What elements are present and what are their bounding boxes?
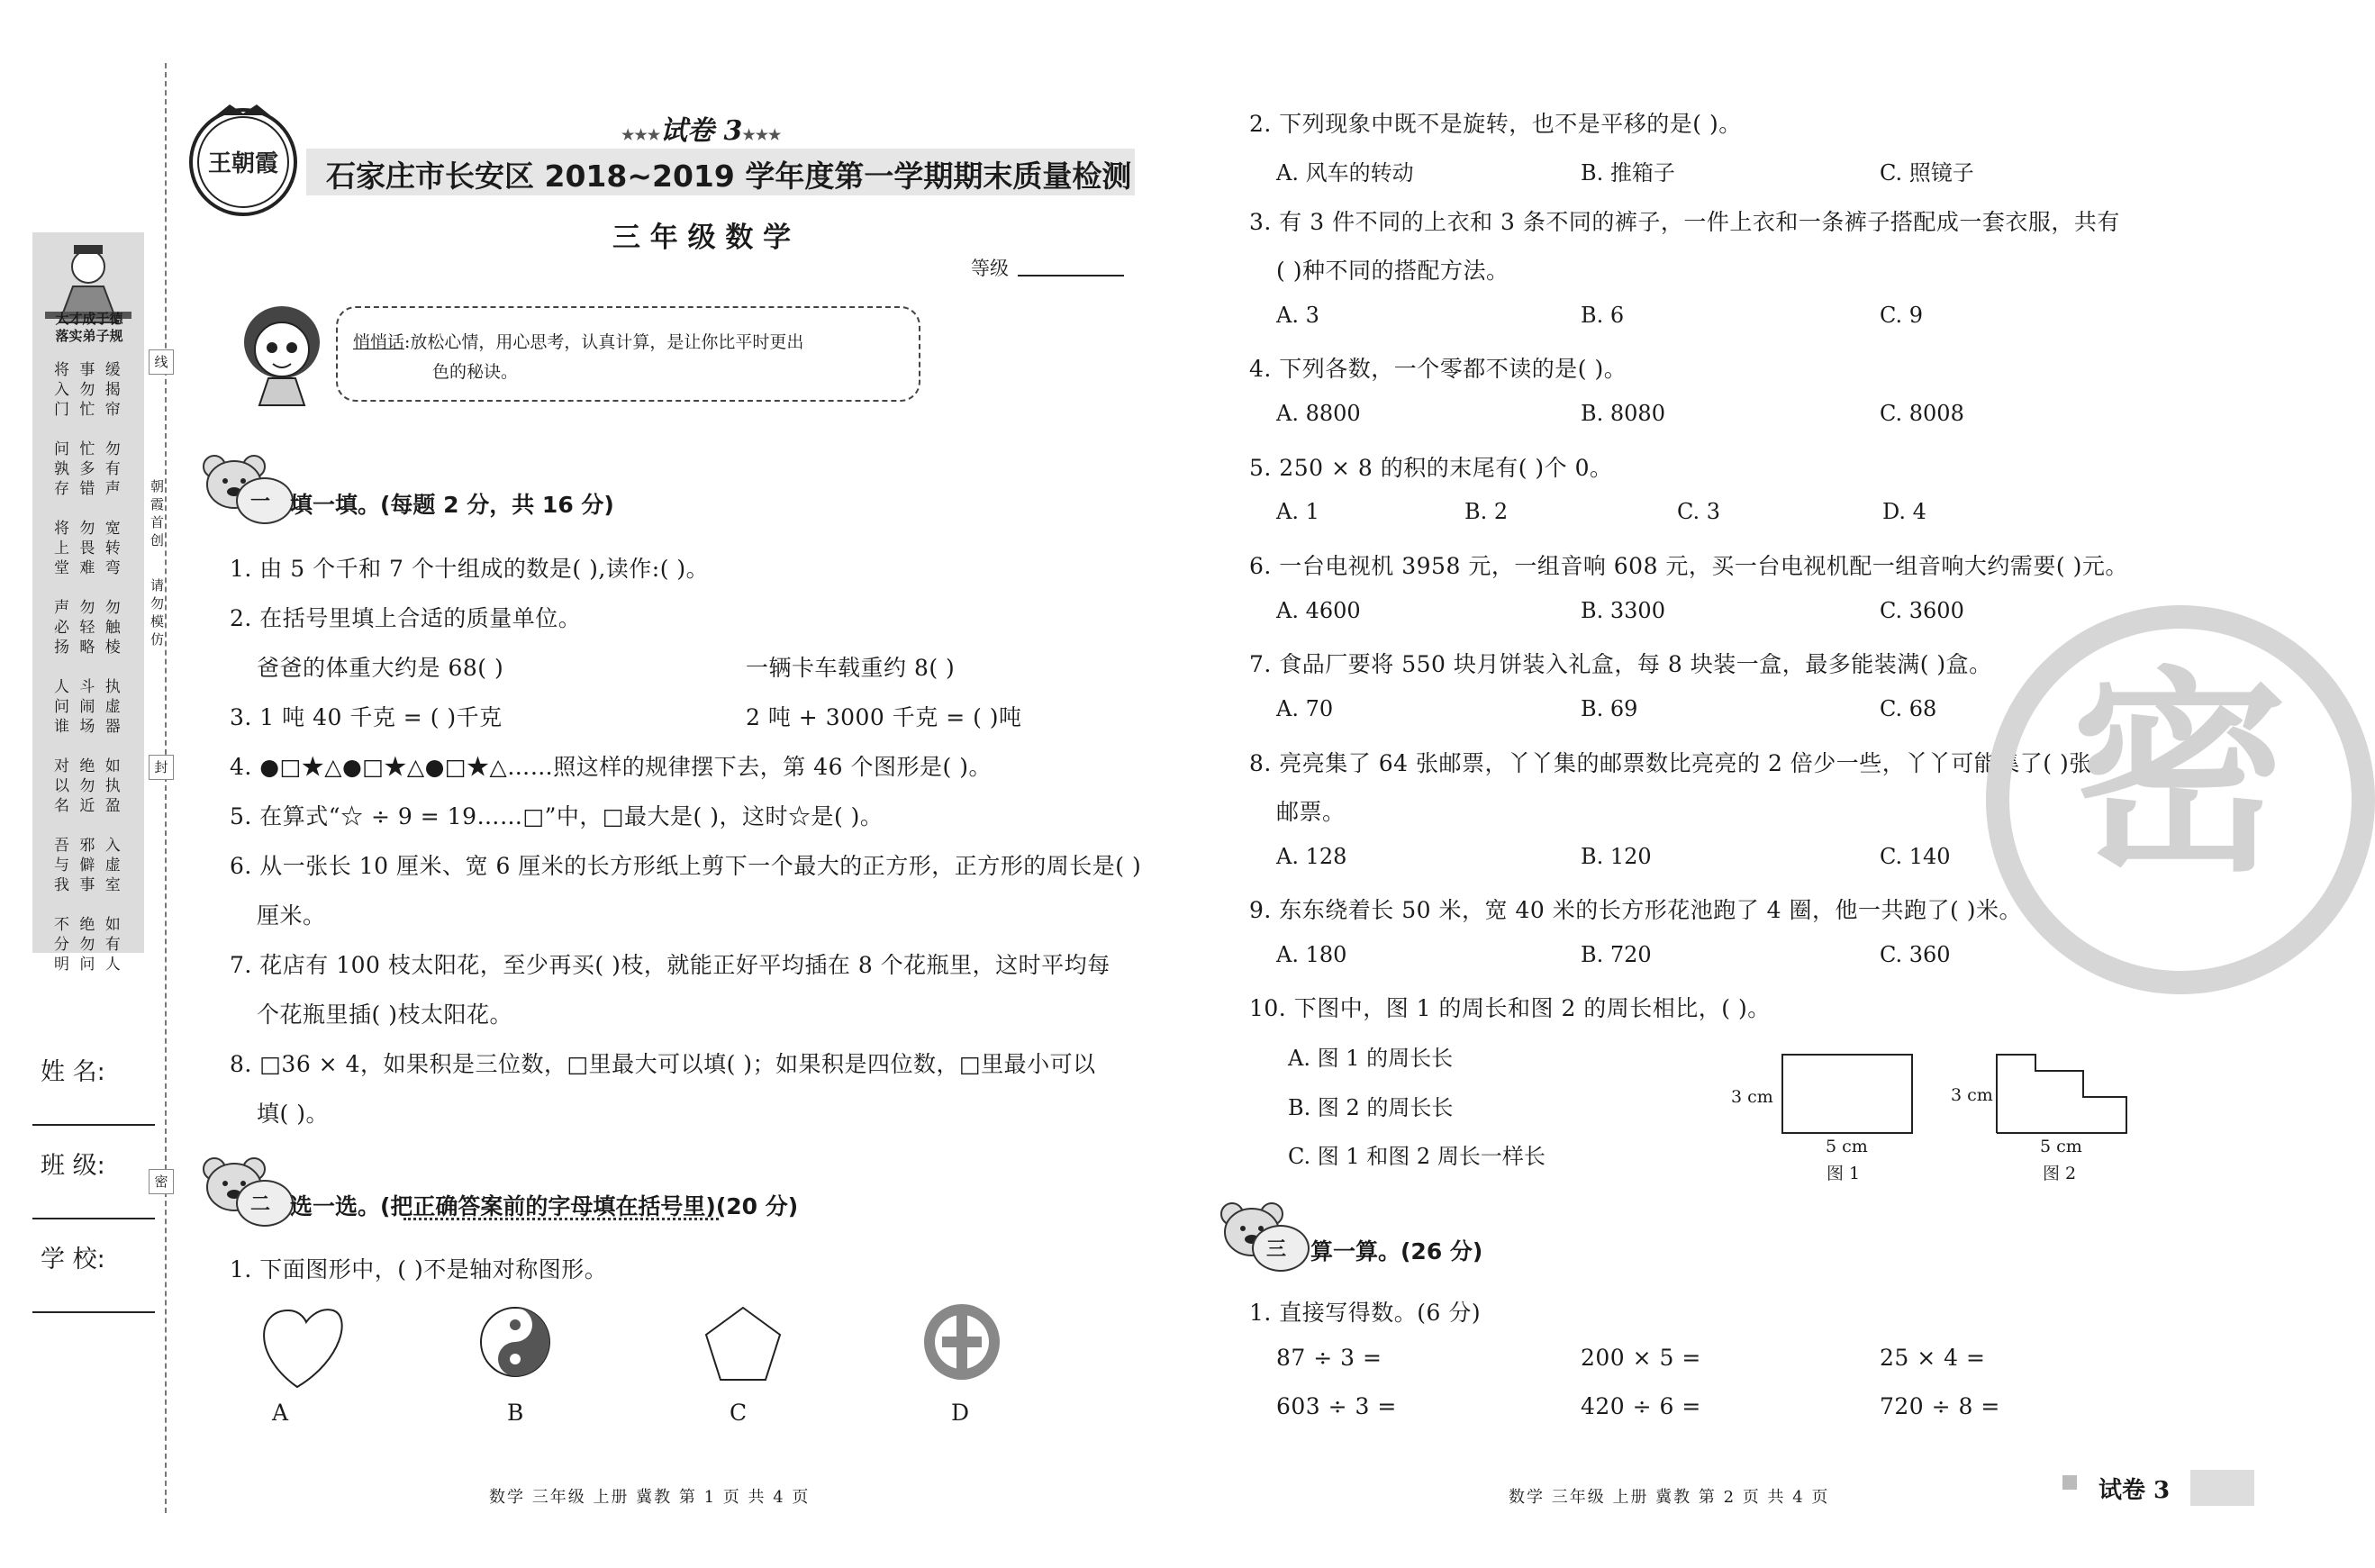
vertical-note-no-copy: 请勿模仿 [150, 577, 165, 648]
s2-q1: 1. 下面图形中，( )不是轴对称图形。 [230, 1256, 608, 1282]
s2-q1-shapes [252, 1297, 991, 1396]
series-label: ★★★试卷 3★★★ [621, 115, 782, 147]
section3-title: 算一算。(26 分) [1310, 1238, 1483, 1264]
s2-q3: 3. 有 3 件不同的上衣和 3 条不同的裤子，一件上衣和一条裤子搭配成一套衣服，共有 [1249, 209, 2120, 235]
s2-q6-a: A. 4600 [1276, 598, 1361, 623]
footer-series-tag: 试卷 3 [2099, 1477, 2171, 1504]
s1-q2a: 爸爸的体重大约是 68( ) [257, 655, 504, 681]
figure1-caption: 图 1 [1827, 1164, 1861, 1183]
brand-logo-text: 王朝霞 [207, 150, 279, 177]
s2-q2-b: B. 推箱子 [1581, 160, 1675, 186]
section3-number: 三 [1266, 1238, 1287, 1261]
tip-line1 [353, 329, 803, 353]
cut-mark-xian: 线 [149, 349, 174, 375]
figure2-caption: 图 2 [2043, 1164, 2077, 1183]
s1-q3a: 3. 1 吨 40 千克 = ( )千克 [230, 704, 503, 730]
heart-shape [264, 1310, 342, 1387]
section2-badge [236, 1180, 294, 1227]
s2-q3-cont: ( )种不同的搭配方法。 [1276, 258, 1509, 284]
figure1-bottom-label: 5 cm [1826, 1137, 1868, 1156]
s2-q6-b: B. 3300 [1581, 598, 1665, 623]
fold-dashed-line [165, 63, 167, 1513]
s2-q3-b: B. 6 [1581, 303, 1625, 328]
name-field[interactable] [32, 1124, 155, 1126]
s1-q2: 2. 在括号里填上合适的质量单位。 [230, 605, 582, 631]
footer-deco-square [2062, 1475, 2077, 1490]
s2-q5-c: C. 3 [1677, 499, 1721, 524]
s1-q4: 4. ●□★△●□★△●□★△……照这样的规律摆下去，第 46 个图形是( )。 [230, 754, 992, 780]
figure1-rectangle [1781, 1054, 1913, 1134]
s2-q4-a: A. 8800 [1276, 401, 1361, 426]
s1-q3b: 2 吨 + 3000 千克 = ( )吨 [746, 704, 1022, 730]
calc-3: 25 × 4 = [1880, 1345, 1986, 1371]
series-label-text: 试卷 3 [660, 115, 743, 147]
calc-2: 200 × 5 = [1581, 1345, 1701, 1371]
page-title: 石家庄市长安区 2018~2019 学年度第一学期期末质量检测 [326, 159, 1132, 194]
section1-title: 填一填。(每题 2 分，共 16 分) [290, 492, 614, 518]
figure2-stepped-shape [1995, 1052, 2130, 1135]
s1-q2b: 一辆卡车载重约 8( ) [746, 655, 956, 681]
tip-bubble [336, 306, 920, 402]
s1-q7: 7. 花店有 100 枝太阳花，至少再买( )枝，就能正好平均插在 8 个花瓶里，这时平均每 [230, 952, 1110, 978]
tip-text1: :放松心情，用心思考，认真计算，是让你比平时更出 [404, 332, 804, 352]
s2-q5: 5. 250 × 8 的积的末尾有( )个 0。 [1249, 455, 1613, 481]
s2-q9-b: B. 720 [1581, 942, 1652, 967]
s2-q7: 7. 食品厂要将 550 块月饼装入礼盒，每 8 块装一盒，最多能装满( )盒。 [1249, 651, 1992, 677]
footer-page-2: 数学 三年级 上册 冀教 第 2 页 共 4 页 [1509, 1488, 1830, 1507]
yin-yang-icon [481, 1308, 549, 1376]
s2-q5-d: D. 4 [1882, 499, 1926, 524]
school-label: 学 校: [41, 1246, 105, 1273]
s2-q10-a: A. 图 1 的周长长 [1288, 1046, 1454, 1071]
s2-q5-b: B. 2 [1464, 499, 1509, 524]
tip-label: 悄悄话 [353, 332, 405, 352]
s2-q1-opt-c: C [730, 1400, 748, 1426]
cut-mark-mi: 密 [149, 1169, 174, 1194]
section2-number: 二 [250, 1193, 271, 1216]
calc-4: 603 ÷ 3 = [1276, 1393, 1397, 1419]
vertical-note-original: 朝霞首创 [150, 478, 165, 548]
s2-q8-b: B. 120 [1581, 844, 1652, 869]
s2-q4-b: B. 8080 [1581, 401, 1665, 426]
s1-q1: 1. 由 5 个千和 7 个十组成的数是( ),读作:( )。 [230, 556, 710, 582]
s2-q2-a: A. 风车的转动 [1276, 160, 1414, 186]
calc-5: 420 ÷ 6 = [1581, 1393, 1701, 1419]
s1-q5: 5. 在算式“☆ ÷ 9 = 19……□”中，□最大是( )，这时☆是( )。 [230, 803, 884, 829]
tip-line2: 色的秘诀。 [432, 362, 519, 382]
section1-badge [236, 477, 294, 524]
s1-q8: 8. □36 × 4，如果积是三位数，□里最大可以填( )；如果积是四位数，□里最小可以 [230, 1051, 1096, 1077]
section2-emphasis-dots [403, 1218, 719, 1220]
s1-q6: 6. 从一张长 10 厘米、宽 6 厘米的长方形纸上剪下一个最大的正方形，正方形的周长是( ) [230, 853, 1142, 879]
s2-q3-c: C. 9 [1880, 303, 1924, 328]
cut-mark-feng: 封 [149, 755, 174, 780]
s1-q8-cont: 填( )。 [257, 1101, 329, 1127]
pentagon-shape [706, 1308, 780, 1380]
s2-q8-a: A. 128 [1276, 844, 1347, 869]
section3-badge [1252, 1225, 1310, 1272]
footer-tag-bg [2190, 1470, 2254, 1506]
class-label: 班 级: [41, 1152, 105, 1180]
name-label: 姓 名: [41, 1058, 105, 1086]
s2-q5-a: A. 1 [1276, 499, 1319, 524]
bank-logo-icon [924, 1304, 1000, 1380]
s3-q1: 1. 直接写得数。(6 分) [1249, 1300, 1482, 1326]
footer-page-1: 数学 三年级 上册 冀教 第 1 页 共 4 页 [489, 1488, 811, 1507]
girl-illustration [232, 297, 331, 410]
s2-q8-c: C. 140 [1880, 844, 1951, 869]
figure2-side-label: 3 cm [1951, 1085, 1993, 1105]
s2-q6-c: C. 3600 [1880, 598, 1964, 623]
motto-columns: 将 事 缓 入 勿 揭 门 忙 帘 问 忙 勿 孰 多 有 存 错 声 将 勿 宽 上 畏 转 堂 难 弯 声 勿 勿 必 轻 触 扬 略 棱 人 斗 执 问 闹 虚 谁 场 器 对 绝 如 以 勿 执 名 近 盈 吾 邪 入 与 僻 虚 我 事 室 不 绝 如 分 勿 有 明 问 人 [54, 361, 123, 974]
s2-q8: 8. 亮亮集了 64 张邮票，丫丫集的邮票数比亮亮的 2 倍少一些，丫丫可能集了( )张 [1249, 750, 2092, 776]
s2-q8-cont: 邮票。 [1276, 799, 1346, 825]
s2-q4: 4. 下列各数，一个零都不读的是( )。 [1249, 356, 1627, 382]
s2-q9: 9. 东东绕着长 50 米，宽 40 米的长方形花池跑了 4 圈，他一共跑了( )米。 [1249, 897, 2022, 923]
s2-q2: 2. 下列现象中既不是旋转，也不是平移的是( )。 [1249, 111, 1742, 137]
s1-q6-cont: 厘米。 [257, 902, 326, 929]
s2-q7-a: A. 70 [1276, 696, 1334, 721]
s2-q6: 6. 一台电视机 3958 元，一组音响 608 元，买一台电视机配一组音响大约需要( )元。 [1249, 553, 2128, 579]
s2-q10-c: C. 图 1 和图 2 周长一样长 [1288, 1144, 1546, 1169]
s2-q2-c: C. 照镜子 [1880, 160, 1974, 186]
page-subtitle: 三 年 级 数 学 [612, 222, 792, 254]
grade-field[interactable] [1018, 275, 1124, 276]
s2-q10: 10. 下图中，图 1 的周长和图 2 的周长相比，( )。 [1249, 995, 1771, 1021]
grade-label: 等级 [971, 258, 1009, 279]
s2-q1-opt-d: D [951, 1400, 970, 1426]
calc-1: 87 ÷ 3 = [1276, 1345, 1382, 1371]
s2-q1-opt-a: A [272, 1400, 289, 1426]
figure2-bottom-label: 5 cm [2040, 1137, 2082, 1156]
s2-q1-opt-b: B [507, 1400, 524, 1426]
brand-logo [180, 97, 306, 223]
calc-6: 720 ÷ 8 = [1880, 1393, 2000, 1419]
section2-title: 选一选。(把正确答案前的字母填在括号里)(20 分) [290, 1193, 799, 1219]
s2-q10-b: B. 图 2 的周长长 [1288, 1095, 1454, 1120]
s2-q7-b: B. 69 [1581, 696, 1638, 721]
s2-q3-a: A. 3 [1276, 303, 1319, 328]
figure1-side-label: 3 cm [1731, 1087, 1773, 1107]
motto-top: 大才成于德 落实弟子规 [55, 311, 123, 344]
school-field[interactable] [32, 1311, 155, 1313]
s2-q7-c: C. 68 [1880, 696, 1937, 721]
section1-number: 一 [250, 491, 271, 513]
s2-q9-c: C. 360 [1880, 942, 1951, 967]
secret-stamp-text: 密 [2071, 648, 2289, 901]
s2-q4-c: C. 8008 [1880, 401, 1964, 426]
s1-q7-cont: 个花瓶里插( )枝太阳花。 [257, 1002, 512, 1028]
s2-q9-a: A. 180 [1276, 942, 1347, 967]
class-field[interactable] [32, 1218, 155, 1219]
